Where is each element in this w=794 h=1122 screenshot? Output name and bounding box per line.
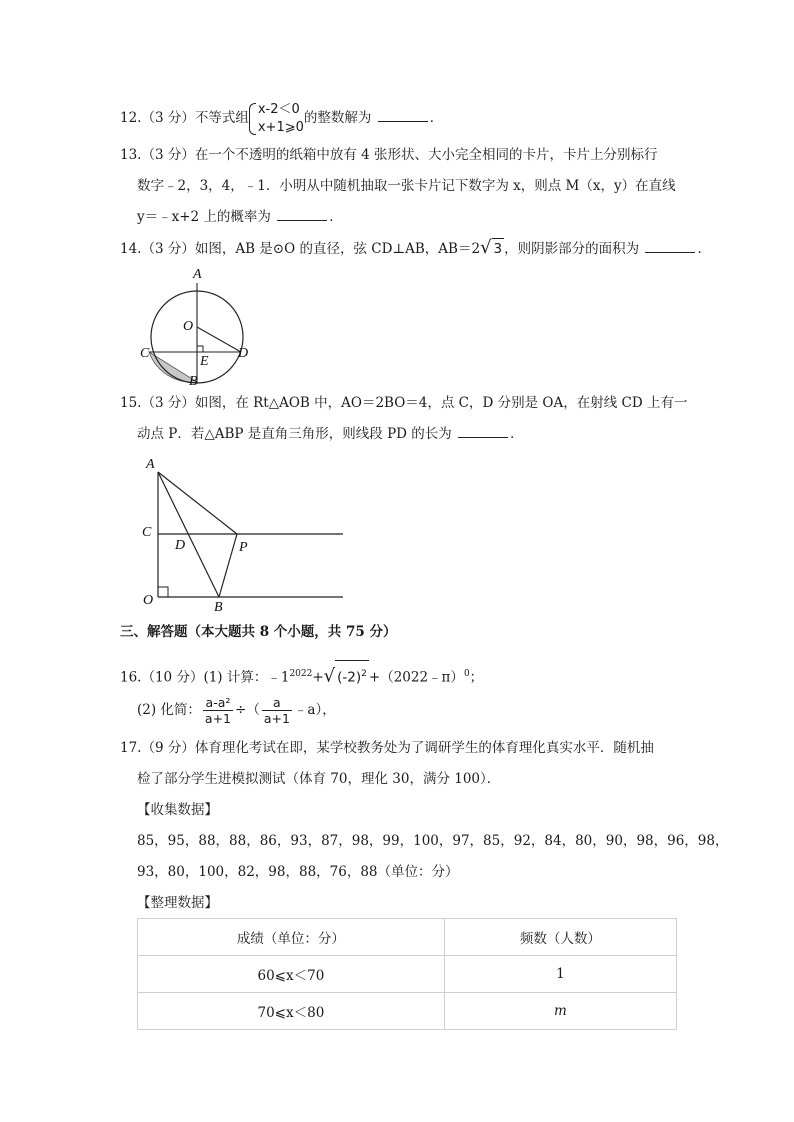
- question-13-line3: y＝﹣x+2 上的概率为 ．: [137, 209, 343, 225]
- answer-blank: [277, 208, 327, 221]
- label-o: O: [143, 593, 154, 608]
- data-line-1: 85，95，88，88，86，93，87，98，99，100，97，85，92，84，80，90，98，96，98，: [137, 833, 729, 849]
- table-row: [138, 956, 677, 993]
- table-row: [138, 993, 677, 1030]
- table-header: 成绩（单位：分）: [138, 919, 445, 956]
- frequency-table: [137, 918, 677, 1030]
- label-e: E: [200, 354, 209, 369]
- label-b: B: [189, 374, 198, 389]
- fraction-2: $\frac{a}{a+1}$: [263, 695, 290, 726]
- label-d: D: [175, 538, 186, 553]
- question-12: 12.（3 分）不等式组 x-2＜0 x+1⩾0 的整数解为 ．: [120, 101, 444, 135]
- question-17-line2: 检了部分学生进模拟测试（体育 70，理化 30，满分 100）．: [137, 771, 501, 787]
- data-line-2: 93，80，100，82，98，88，76，88（单位：分）: [137, 864, 459, 880]
- question-17-line1: 17.（9 分）体育理化考试在即，某学校教务处为了调研学生的体育理化真实水平．随机抽: [120, 740, 654, 756]
- segment-od: [197, 327, 241, 352]
- question-15-line1: 15.（3 分）如图，在 Rt△AOB 中，AO＝2BO＝4，点 C，D 分别是 OA，在射线 CD 上有一: [120, 395, 688, 411]
- segment-pb: [219, 534, 237, 597]
- organize-data-heading: 【整理数据】: [137, 895, 218, 911]
- collect-data-heading: 【收集数据】: [137, 802, 218, 818]
- fraction-1: $\frac{\text{a-a²}}{a+1}$: [204, 695, 232, 726]
- triangle-figure: [138, 452, 353, 612]
- label-c: C: [142, 525, 152, 540]
- label-a: A: [146, 457, 155, 472]
- right-angle-mark: [197, 346, 203, 352]
- table-cell: m: [444, 993, 676, 1030]
- question-15-line2: 动点 P．若△ABP 是直角三角形，则线段 PD 的长为 ．: [137, 426, 524, 442]
- section-title: 三、解答题（本大题共 8 个小题，共 75 分）: [120, 624, 397, 640]
- table-cell: 60⩽x＜70: [138, 956, 445, 993]
- answer-blank: [378, 109, 428, 122]
- label-c: C: [140, 346, 150, 361]
- question-13-line2: 数字﹣2，3，4，﹣1．小明从中随机抽取一张卡片记下数字为 x，则点 M（x，y）在直线: [137, 178, 676, 194]
- label-a: A: [193, 267, 202, 282]
- label-o: O: [183, 319, 194, 334]
- table-cell: 1: [444, 956, 676, 993]
- question-14: 14.（3 分）如图，AB 是⊙O 的直径，弦 CD⊥AB，AB＝2√ 3 ，则阴影部分的面积为 ．: [120, 237, 711, 258]
- inequality-system: x-2＜0 x+1⩾0: [249, 101, 304, 137]
- question-16-part2: (2) 化简： $\frac{\text{a-a²}}{a+1}$ ÷（ $\frac{a}{a+1}$ ﹣a），: [137, 695, 336, 726]
- segment-ap: [158, 472, 237, 534]
- answer-blank: [645, 240, 695, 253]
- right-angle-mark: [158, 587, 168, 597]
- question-13-line1: 13.（3 分）在一个不透明的纸箱中放有 4 张形状、大小完全相同的卡片，卡片上分别标行: [120, 147, 658, 163]
- label-b: B: [214, 600, 223, 612]
- label-d: D: [238, 346, 249, 361]
- table-header-row: [138, 919, 677, 956]
- answer-blank: [458, 425, 508, 438]
- question-16-part1: 16.（10 分）(1) 计算：$﹣1^{2022}+√$ $(-2)^2$ +（2022﹣π）$^0$；: [120, 660, 483, 691]
- table-header: 频数（人数）: [444, 919, 676, 956]
- label-p: P: [239, 540, 248, 555]
- table-cell: 70⩽x＜80: [138, 993, 445, 1030]
- circle-figure: [138, 265, 258, 390]
